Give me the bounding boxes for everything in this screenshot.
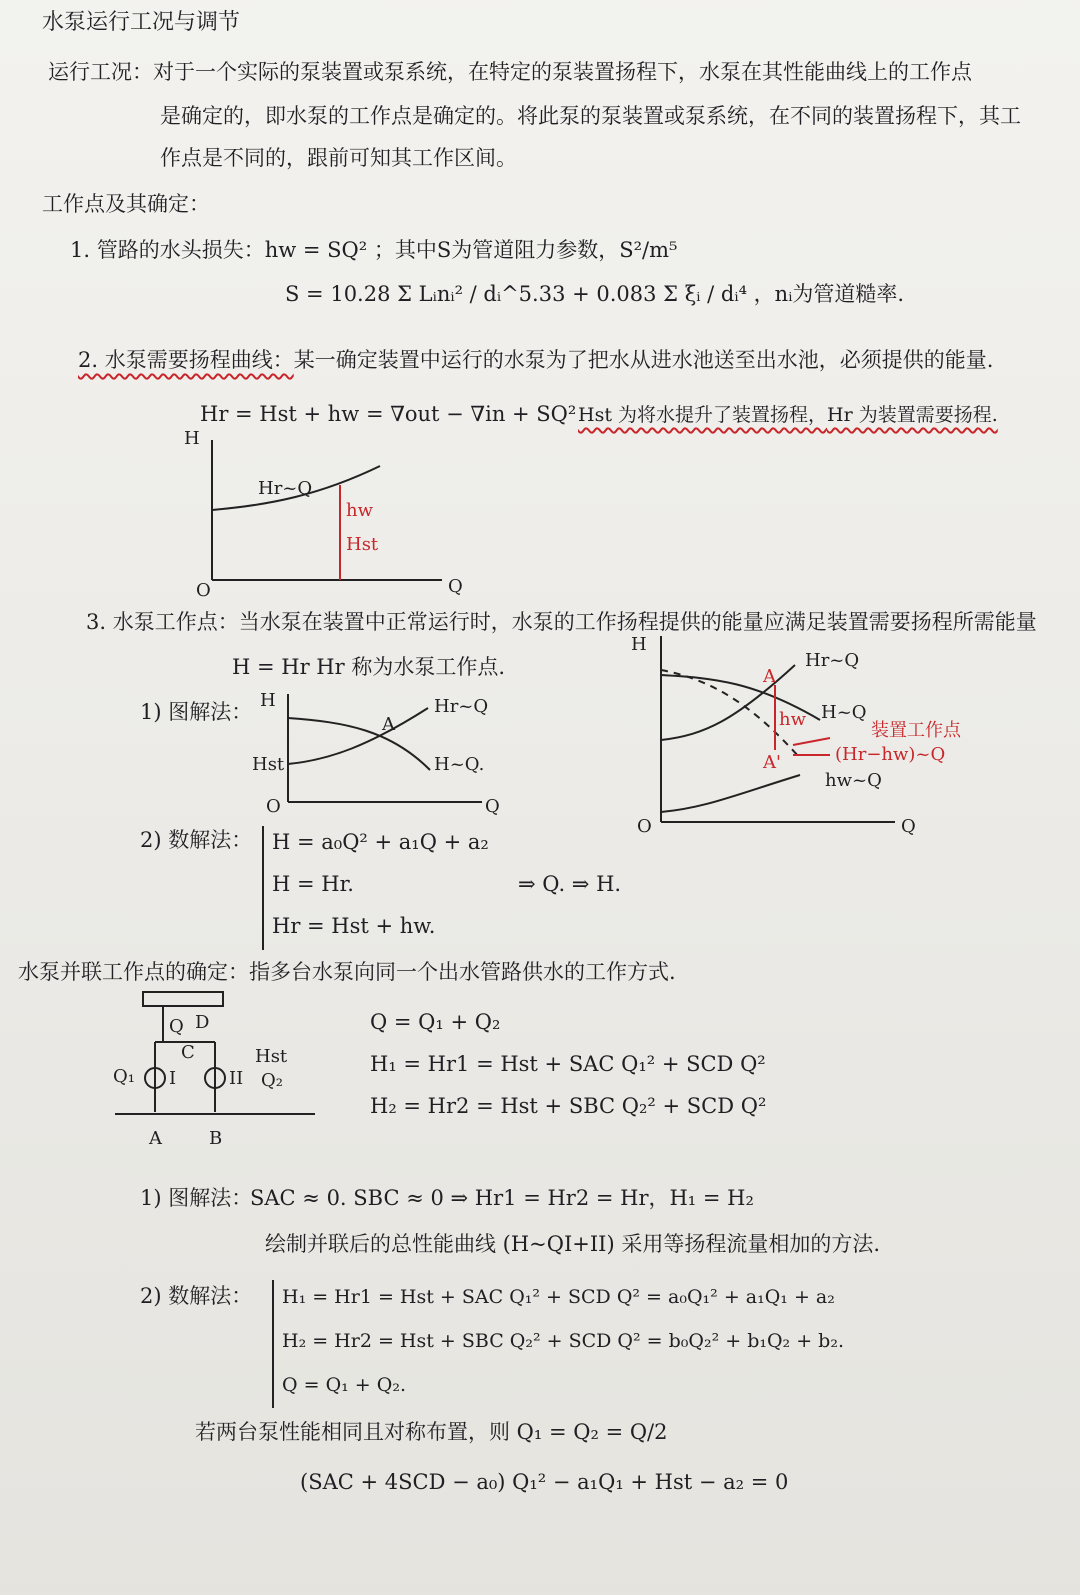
- fig2-y-label: H: [260, 690, 276, 711]
- item1-text: 1. 管路的水头损失：hw = SQ² ；其中S为管道阻力参数，S²/m⁵: [70, 238, 678, 262]
- fig3-origin: O: [637, 816, 652, 837]
- parallel-heading: 水泵并联工作点的确定：: [18, 960, 249, 984]
- fig3-curve2-label: H~Q: [821, 702, 867, 723]
- parallel-heading-line: [18, 960, 676, 985]
- item3-formula: H = Hr Hr 称为水泵工作点.: [232, 655, 505, 679]
- pump-2-label: II: [229, 1068, 244, 1089]
- fig2-hst-label: Hst: [252, 754, 285, 775]
- item3-brace: [262, 826, 264, 950]
- fig3-red-note-2: (Hr−hw)~Q: [835, 744, 946, 765]
- intro-line-3: 作点是不同的，跟前可知其工作区间。: [160, 146, 517, 170]
- page-title: 水泵运行工况与调节: [42, 10, 241, 35]
- section-heading-work-point: 工作点及其确定：: [42, 192, 210, 216]
- parallel-graph-eq: SAC ≈ 0. SBC ≈ 0 ⇒ Hr1 = Hr2 = Hr，H₁ = H₂: [250, 1186, 754, 1210]
- item3-eq3: Hr = Hst + hw.: [272, 914, 436, 938]
- item3-eq2: H = Hr.: [272, 872, 354, 896]
- item3-graph-label: 1) 图解法：: [140, 700, 253, 724]
- fig3-red-arrow-1: [793, 738, 830, 745]
- item2-heading-line: [78, 348, 993, 373]
- item3-eq1: H = a₀Q² + a₁Q + a₂: [272, 830, 489, 854]
- parallel-symmetry: 若两台泵性能相同且对称布置，则 Q₁ = Q₂ = Q/2: [195, 1420, 668, 1444]
- fig3-x-label: Q: [901, 816, 916, 837]
- parallel-graph-label: 1) 图解法：: [140, 1186, 253, 1210]
- item3-result: ⇒ Q. ⇒ H.: [518, 872, 622, 896]
- item2-note-hst: Hst 为将水提升了装置扬程，: [578, 404, 827, 426]
- fig2-origin: O: [266, 796, 281, 817]
- fig2-curve2-label: H~Q.: [434, 754, 485, 775]
- fig3-hw-label: hw: [779, 709, 806, 730]
- parallel-aeq1: H₁ = Hr1 = Hst + SAC Q₁² + SCD Q² = a₀Q₁² + a₁Q₁ + a₂: [282, 1286, 835, 1308]
- parallel-brace: [272, 1280, 274, 1408]
- fig3-point-a-prime: A': [763, 752, 781, 773]
- item2-notes: [578, 404, 998, 427]
- outlet-tank: [143, 992, 223, 1006]
- node-a: A: [149, 1128, 162, 1149]
- fig3-curve3-label: hw~Q: [825, 770, 882, 791]
- flow-q2: Q₂: [261, 1070, 283, 1091]
- fig1-hst-label: Hst: [346, 534, 379, 555]
- intro-line-2: 是确定的，即水泵的工作点是确定的。将此泵的泵装置或泵系统，在不同的装置扬程下，其工: [160, 104, 1021, 128]
- parallel-eq-h1: H₁ = Hr1 = Hst + SAC Q₁² + SCD Q²: [370, 1052, 766, 1076]
- item1-formula: S = 10.28 Σ Lᵢnᵢ² / dᵢ^5.33 + 0.083 Σ ξᵢ / dᵢ⁴ ，nᵢ为管道糙率.: [285, 282, 905, 306]
- fig3-y-label: H: [631, 634, 647, 655]
- fig2-h-q-curve: [288, 718, 430, 770]
- hst-label: Hst: [255, 1046, 288, 1067]
- item2-heading: 2. 水泵需要扬程曲线：: [78, 348, 294, 372]
- fig2-curve1-label: Hr~Q: [434, 696, 489, 717]
- flow-q1: Q₁: [113, 1066, 135, 1087]
- parallel-algebra-label: 2) 数解法：: [140, 1284, 253, 1308]
- item2-note-hr: Hr 为装置需要扬程.: [827, 404, 998, 426]
- parallel-text: 指多台水泵向同一个出水管路供水的工作方式.: [249, 960, 676, 984]
- fig1-x-label: Q: [448, 576, 463, 597]
- fig1-y-label: H: [184, 428, 200, 449]
- parallel-eq-h2: H₂ = Hr2 = Hst + SBC Q₂² + SCD Q²: [370, 1094, 767, 1118]
- parallel-final-equation: (SAC + 4SCD − a₀) Q₁² − a₁Q₁ + Hst − a₂ = 0: [300, 1470, 789, 1494]
- figure-parallel-pumps: [105, 990, 325, 1170]
- fig1-hw-label: hw: [346, 500, 373, 521]
- item3-algebra-label: 2) 数解法：: [140, 828, 253, 852]
- flow-q: Q: [169, 1016, 184, 1037]
- figure-required-head-curve: [170, 430, 470, 605]
- fig3-point-a: A: [763, 666, 776, 687]
- item2-formula: Hr = Hst + hw = ∇out − ∇in + SQ²: [200, 402, 577, 426]
- fig3-hw-q-curve: [661, 775, 800, 812]
- fig2-hr-q-curve: [288, 708, 428, 764]
- item3-text: 3. 水泵工作点：当水泵在装置中正常运行时，水泵的工作扬程提供的能量应满足装置需要扬程所需能量: [86, 610, 1037, 634]
- fig1-origin: O: [196, 580, 211, 601]
- fig2-x-label: Q: [485, 796, 500, 817]
- pump-1-label: I: [169, 1068, 177, 1089]
- fig1-curve-label: Hr~Q: [258, 478, 313, 499]
- item2-text: 某一确定装置中运行的水泵为了把水从进水池送至出水池，必须提供的能量.: [293, 348, 994, 372]
- node-d: D: [195, 1012, 210, 1033]
- parallel-aeq2: H₂ = Hr2 = Hst + SBC Q₂² + SCD Q² = b₀Q₂² + b₁Q₂ + b₂.: [282, 1330, 844, 1352]
- parallel-aeq3: Q = Q₁ + Q₂.: [282, 1374, 407, 1396]
- intro-line-1: 运行工况：对于一个实际的泵装置或泵系统，在特定的泵装置扬程下，水泵在其性能曲线上的工作点: [48, 60, 972, 84]
- fig3-red-note-1: 装置工作点: [871, 720, 961, 741]
- figure-operating-point-adjustment: [625, 630, 1065, 845]
- figure-graphical-method: [250, 690, 510, 820]
- parallel-graph-text: 绘制并联后的总性能曲线 (H~QI+II) 采用等扬程流量相加的方法.: [265, 1232, 881, 1256]
- fig3-curve1-label: Hr~Q: [805, 650, 860, 671]
- node-b: B: [209, 1128, 223, 1149]
- fig2-point-a: A: [382, 714, 395, 735]
- parallel-eq-q: Q = Q₁ + Q₂: [370, 1010, 501, 1034]
- node-c: C: [181, 1042, 195, 1063]
